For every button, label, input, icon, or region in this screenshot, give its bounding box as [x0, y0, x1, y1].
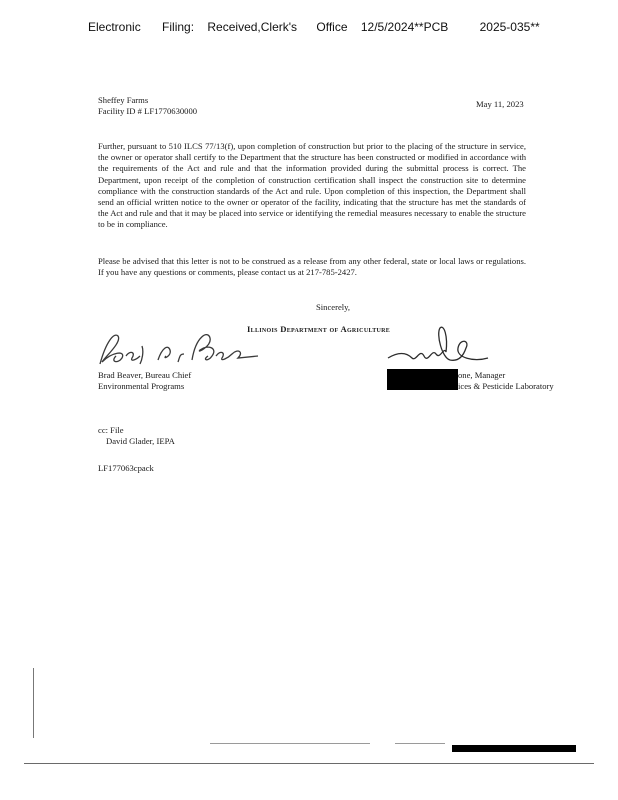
recipient-name: Sheffey Farms [98, 95, 149, 105]
paragraph-release-notice: Please be advised that this letter is not to be construed as a release from any other federal, state or local laws or regulations. If you have any questions or comments, please contact us at 217-785-2427. [98, 256, 526, 278]
letter-date: May 11, 2023 [476, 99, 524, 109]
signer2-block [458, 370, 554, 392]
page-bottom-rule [24, 763, 594, 764]
filing-header-case: 2025-035** [479, 20, 540, 34]
signature-manager [384, 318, 494, 374]
signer2-title: ices & Pesticide Laboratory [458, 381, 554, 391]
cc-name: David Glader, IEPA [106, 436, 175, 446]
cc-block [98, 425, 175, 447]
cc-label: cc: File [98, 425, 124, 435]
filing-header-received: Received,Clerk's [207, 20, 298, 34]
signer1-title: Environmental Programs [98, 381, 185, 391]
recipient-block [98, 95, 197, 117]
file-reference: LF177063cpack [98, 463, 154, 473]
scan-artifact-dash-2 [395, 743, 445, 744]
signer1-block [98, 370, 191, 392]
department-name: Illinois Department of Agriculture [247, 324, 391, 334]
filing-header-date: 12/5/2024**PCB [360, 20, 449, 34]
scan-artifact-dash [210, 743, 370, 744]
redaction-box [387, 369, 458, 390]
facility-id: Facility ID # LF1770630000 [98, 106, 198, 116]
filing-header-electronic: Electronic [88, 20, 141, 34]
signer1-name: Brad Beaver, Bureau Chief [98, 370, 192, 380]
signer2-name: one, Manager [458, 370, 506, 380]
scan-artifact-line [33, 668, 34, 738]
filing-header-office: Office [316, 20, 348, 34]
filing-header-filing: Filing: [162, 20, 195, 34]
closing: Sincerely, [316, 302, 351, 312]
filing-header [88, 20, 540, 34]
bottom-redaction-bar [452, 745, 576, 752]
paragraph-completion-certification: Further, pursuant to 510 ILCS 77/13(f), upon completion of construction but prior to the placing of the structure in service, the owner or operator shall certify to the Department that the structure has been constructed or modified in accordance with the requirements of the Act and rule and that the information provided during the submittal process is correct. The Department, upon receipt of the completion of construction certification shall inspect the construction site to determine compliance with the construction standards of the Act and rule. Upon completion of this inspection, the Department shall send an official written notice to the owner or operator of the facility, indicating that the structure has met the standards of the Act and rule and that it may be placed into service or identifying the remedial measures necessary to enable the structure to be in compliance. [98, 141, 526, 230]
signature-brad-beaver [92, 326, 262, 372]
